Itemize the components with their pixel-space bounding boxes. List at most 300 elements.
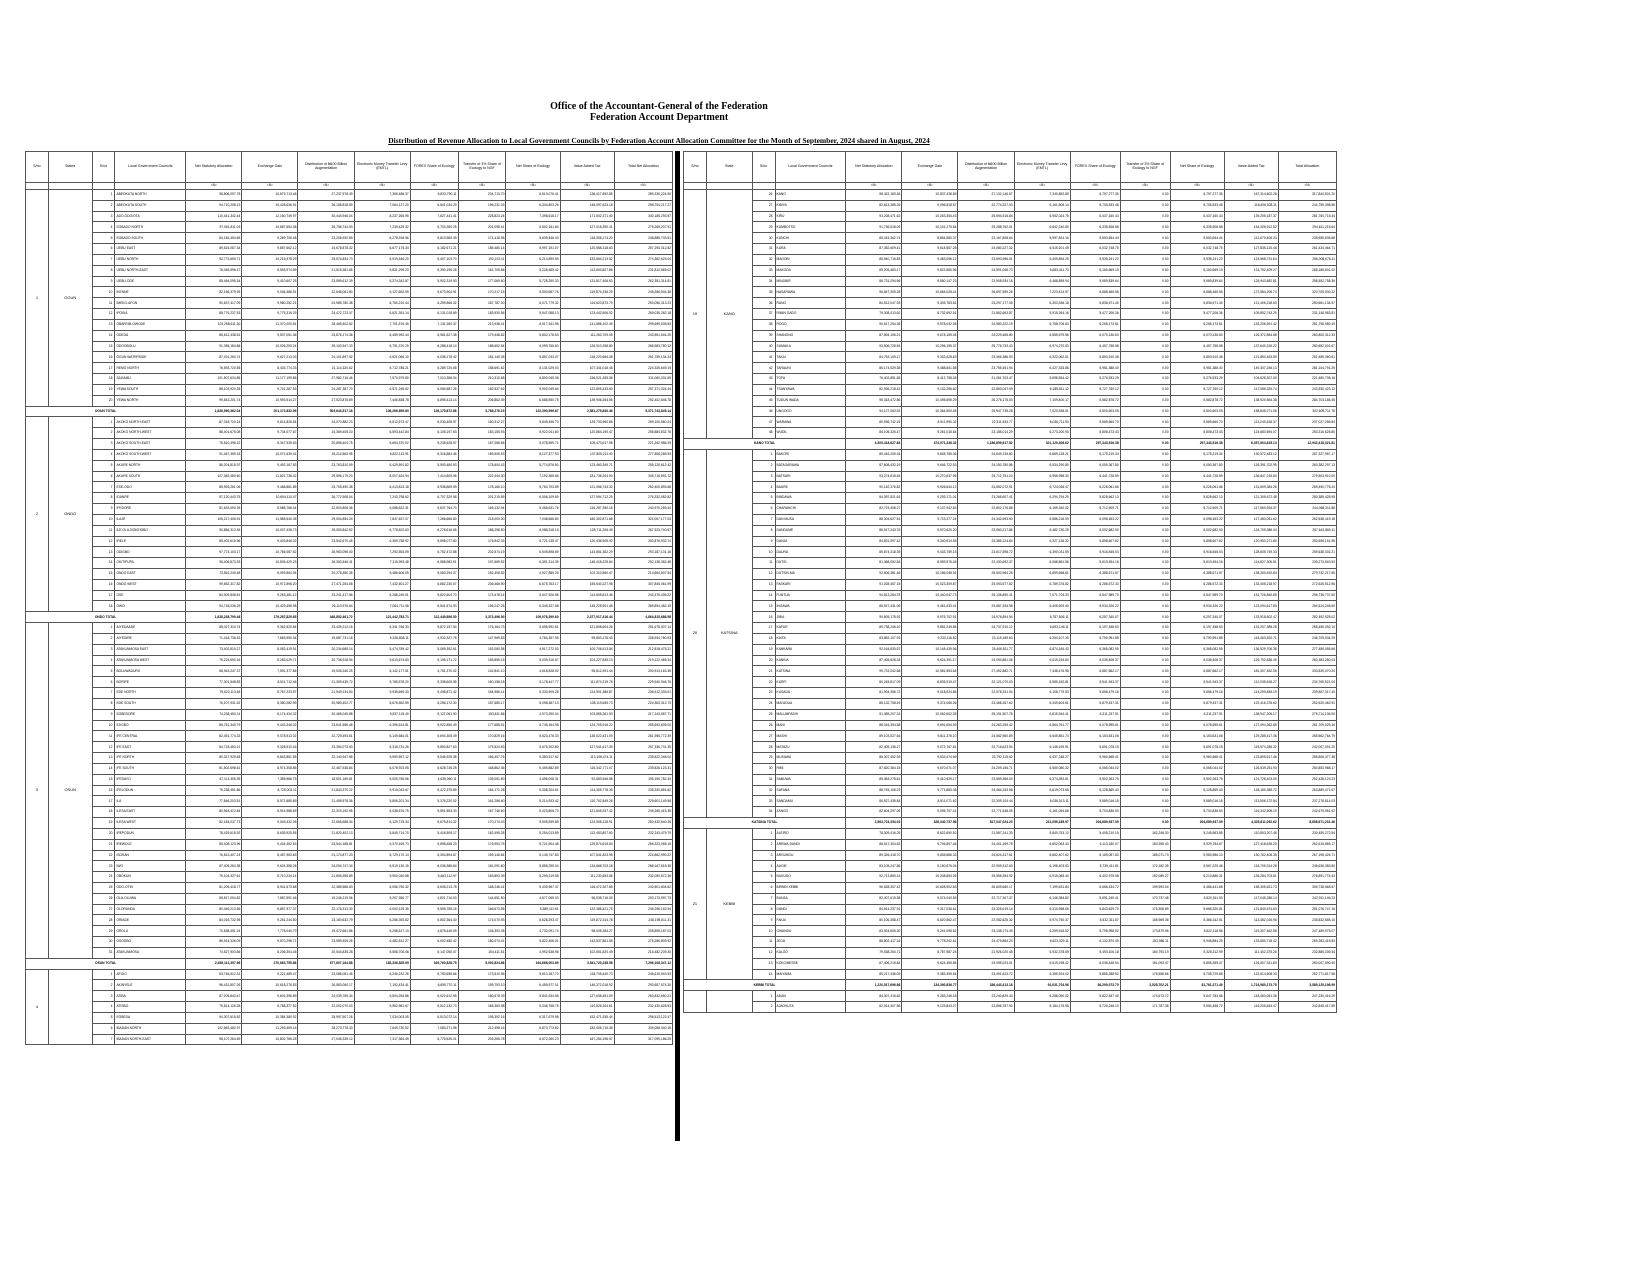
amount-cell: 5,990,557.12 [354, 753, 410, 764]
amount-cell: 22,655,688.34 [298, 818, 354, 829]
amount-cell: 260,383,280.03 [1278, 655, 1336, 666]
amount-cell: 81,368,052.84 [846, 558, 902, 569]
lgc-name: KANO [775, 190, 846, 201]
lgc-name: REMO NORTH [115, 363, 186, 374]
amount-cell: 204,713.70 [458, 190, 506, 201]
amount-cell: 6,257,340.07 [1070, 612, 1120, 623]
lgc-serial: 25 [752, 709, 775, 720]
amount-cell: 255,125,612.42 [614, 460, 672, 471]
total-amount-cell: 179,287,825.65 [242, 612, 298, 623]
lgc-serial: 19 [92, 384, 115, 395]
amount-cell: 10,440,047.73 [902, 590, 958, 601]
lgc-serial: 36 [752, 298, 775, 309]
amount-cell: 82,604,297.06 [846, 807, 902, 818]
amount-cell: 8,082,419.51 [242, 644, 298, 655]
amount-cell: 7,687,591.46 [242, 893, 298, 904]
amount-cell: 9,433,759.15 [902, 547, 958, 558]
amount-cell: 7,570,979.80 [354, 374, 410, 385]
amount-cell: 127,941,617.39 [560, 742, 614, 753]
amount-cell: 5,505,539.89 [506, 818, 560, 829]
lgc-serial: 5 [752, 493, 775, 504]
amount-cell: 7,010,356.04 [410, 374, 458, 385]
state-serial: 1 [26, 190, 49, 407]
amount-cell: 6,797,277.35 [1170, 190, 1224, 201]
amount-cell: 6,662,407.62 [1014, 850, 1070, 861]
table-row [26, 233, 673, 244]
amount-cell: 158,645,271.06 [1224, 406, 1278, 417]
amount-cell: 25,558,354.92 [958, 872, 1014, 883]
table-row [26, 763, 673, 774]
amount-cell: 118,306,174.20 [560, 233, 614, 244]
amount-cell: 280,652,001.67 [1278, 341, 1336, 352]
amount-cell: 5,503,687.76 [506, 287, 560, 298]
amount-cell: 8,941,573.68 [242, 883, 298, 894]
amount-cell: 164,793.19 [1120, 947, 1170, 958]
lgc-serial: 10 [752, 926, 775, 937]
amount-cell: 79,104,327.61 [186, 872, 242, 883]
amount-cell: 5,902,263.75 [1070, 774, 1120, 785]
amount-cell: 268,167,518.35 [614, 861, 672, 872]
amount-cell: 6,210,886.31 [1170, 872, 1224, 883]
amount-cell: 6,088,622.31 [354, 504, 410, 515]
total-amount-cell: 677,607,164.88 [298, 958, 354, 969]
state-serial: 4 [26, 969, 49, 1045]
amount-cell: 0.00 [1120, 514, 1170, 525]
amount-cell: 138,260,492.84 [1224, 568, 1278, 579]
lgc-name: AKURE SOUTH [115, 471, 186, 482]
amount-cell: 5,546,925.38 [410, 753, 458, 764]
amount-cell: 6,327,135.32 [1014, 536, 1070, 547]
amount-cell: 9,618,557.28 [902, 244, 958, 255]
amount-cell: 120,558,318.63 [560, 244, 614, 255]
table-row [684, 395, 1337, 406]
lgc-name: KURA [775, 244, 846, 255]
amount-cell: 167,254,196.57 [560, 1034, 614, 1045]
amount-cell: 96,431,807.26 [186, 980, 242, 991]
amount-cell: 10,148,439.56 [902, 644, 958, 655]
table-row [684, 471, 1337, 482]
amount-cell: 92,506,381.46 [846, 568, 902, 579]
amount-cell: 9,678,169.45 [902, 330, 958, 341]
amount-cell: 0.00 [1120, 590, 1170, 601]
amount-cell: 229,601,149.58 [614, 796, 672, 807]
amount-cell: 25,997,507.26 [298, 1012, 354, 1023]
amount-cell: 21,309,439.72 [298, 677, 354, 688]
amount-cell: 78,309,416.25 [846, 828, 902, 839]
lgc-name: KOKO/BESSE [775, 958, 846, 969]
amount-cell: 79,308,413.62 [846, 309, 902, 320]
amount-cell: 157,068.86 [458, 439, 506, 450]
lgc-name: IWO [115, 861, 186, 872]
lgc-name: FAKAI [775, 915, 846, 926]
amount-cell: 162,246.30 [1120, 828, 1170, 839]
amount-cell: 5,245,963.85 [1170, 828, 1224, 839]
amount-cell: 9,383,395.54 [902, 969, 958, 980]
lgc-name: JIBIA [775, 612, 846, 623]
amount-cell: 252,620,462.91 [1278, 698, 1336, 709]
amount-cell: 24,287,387.70 [298, 384, 354, 395]
table-row [26, 514, 673, 525]
lgc-name: EDE SOUTH [115, 698, 186, 709]
lgc-name: UNGOGO [775, 406, 846, 417]
amount-cell: 118,463,520.71 [1224, 633, 1278, 644]
amount-cell: 113,240,618.37 [1224, 417, 1278, 428]
lgc-name: OBOKUN [115, 872, 186, 883]
amount-cell: 23,185,014.29 [958, 428, 1014, 439]
amount-cell: 5,938,659.33 [354, 688, 410, 699]
amount-cell: 23,705,490.38 [298, 482, 354, 493]
amount-cell: 5,951,388.40 [1170, 363, 1224, 374]
amount-cell: 168,862.36 [458, 763, 506, 774]
amount-cell: 181,093.47 [1120, 958, 1170, 969]
amount-cell: 5,268,617.13 [354, 926, 410, 937]
amount-cell: 240,970,269.44 [614, 504, 672, 515]
amount-cell: 235,822,348.04 [614, 753, 672, 764]
amount-cell: 24,070,882.23 [298, 417, 354, 428]
amount-cell: 5,989,839.64 [1170, 276, 1224, 287]
amount-cell: 5,304,894.67 [410, 850, 458, 861]
column-header: S/no [26, 152, 49, 183]
lgc-name: ATAKUNMOSA EAST [115, 644, 186, 655]
amount-cell: 88,802,417.16 [846, 937, 902, 948]
amount-cell: 246,709,034.29 [1278, 633, 1336, 644]
amount-cell: 6,502,181.84 [506, 222, 560, 233]
amount-cell: 5,997,191.07 [506, 244, 560, 255]
lgc-name: AJAOKUTA [775, 1002, 846, 1013]
amount-cell: 170,737.48 [1120, 893, 1170, 904]
lgc-name: EDE NORTH [115, 688, 186, 699]
amount-cell: 103,855,261.93 [560, 709, 614, 720]
amount-cell: 255,693,839.00 [614, 720, 672, 731]
amount-cell: 88,401,675.08 [186, 428, 242, 439]
amount-cell: 196,231.03 [458, 200, 506, 211]
column-header: S/no [92, 152, 115, 183]
lgc-name: BIRNIN KEBBI [775, 883, 846, 894]
amount-cell: 9,333,428.63 [902, 352, 958, 363]
amount-cell: 121,840,574.63 [1224, 904, 1278, 915]
amount-cell: 251,675,407.14 [614, 623, 672, 634]
unit-row [684, 183, 1337, 190]
column-header: Distribution of ₦100 Billion Augmentation [958, 152, 1014, 183]
amount-cell: 7,389,986.75 [242, 774, 298, 785]
amount-cell: 4,932,327.78 [410, 633, 458, 644]
lgc-serial: 1 [92, 417, 115, 428]
amount-cell: 0.00 [1120, 352, 1170, 363]
amount-cell: 5,983,986.10 [1170, 850, 1224, 861]
column-header: Value Added Tax [1224, 152, 1278, 183]
total-amount-cell: 0.00 [1120, 439, 1170, 450]
amount-cell: 5,622,118.56 [1170, 926, 1224, 937]
amount-cell: 261,955,772.39 [614, 731, 672, 742]
amount-cell: 5,850,827.63 [410, 742, 458, 753]
amount-cell: 9,283,481.12 [242, 590, 298, 601]
amount-cell: 5,960,568.41 [1070, 753, 1120, 764]
lgc-name: DAURA [775, 547, 846, 558]
lgc-name: MAI'ADUA [775, 698, 846, 709]
lgc-serial: 17 [92, 590, 115, 601]
amount-cell: 213,938.41 [458, 319, 506, 330]
amount-cell: 6,506,109.69 [506, 493, 560, 504]
amount-cell: 21,620,402.13 [298, 828, 354, 839]
amount-cell: 6,070,136.63 [1170, 330, 1224, 341]
amount-cell: 0.00 [1120, 644, 1170, 655]
amount-cell: 127,094,362.85 [1224, 720, 1278, 731]
amount-cell: 22,771,548.05 [958, 807, 1014, 818]
column-header: Transfer of 3% Share of Ecology to NGF [1120, 152, 1170, 183]
table-row [684, 222, 1337, 233]
amount-cell: 6,703,280.25 [410, 222, 458, 233]
amount-cell: 19,687,731.18 [298, 633, 354, 644]
amount-cell: 253,316,625.80 [1278, 428, 1336, 439]
amount-cell: 265,983,780.12 [614, 341, 672, 352]
amount-cell: 243,930,423.12 [1278, 384, 1336, 395]
lgc-serial: 14 [92, 330, 115, 341]
amount-cell: 85,217,436.09 [846, 969, 902, 980]
lgc-name: ONDO WEST [115, 579, 186, 590]
table-row [26, 893, 673, 904]
table-row [684, 666, 1337, 677]
table-row [684, 319, 1337, 330]
amount-cell: 95,612,491.44 [560, 666, 614, 677]
amount-cell: 176,164.73 [458, 623, 506, 634]
lgc-name: SAGAMU [115, 374, 186, 385]
amount-cell: 192,089.27 [1120, 872, 1170, 883]
amount-cell: 21,862,663.87 [958, 309, 1014, 320]
amount-cell: 4,927,885.25 [506, 568, 560, 579]
amount-cell: 22,311,533.77 [958, 417, 1014, 428]
table-row [26, 384, 673, 395]
lgc-serial: 4 [92, 655, 115, 666]
table-row [684, 493, 1337, 504]
amount-cell: 129,285,417.36 [1224, 731, 1278, 742]
amount-cell: 5,898,458.23 [410, 839, 458, 850]
amount-cell: 10,023,309.87 [902, 579, 958, 590]
amount-cell: 100,706,513.84 [560, 644, 614, 655]
table-row [684, 460, 1337, 471]
amount-cell: 24,985,780.38 [298, 298, 354, 309]
amount-cell: 10,208,894.05 [902, 872, 958, 883]
amount-cell: 6,602,063.43 [1014, 839, 1070, 850]
amount-cell: 83,852,107.93 [846, 633, 902, 644]
amount-cell: 85,027,310.74 [186, 623, 242, 634]
amount-cell: 102,651,820.49 [560, 947, 614, 958]
amount-cell: 239,273,943.93 [1278, 558, 1336, 569]
lgc-name: TAKAI [775, 352, 846, 363]
lgc-serial: 28 [752, 211, 775, 222]
state-name: OSUN [48, 623, 92, 959]
amount-cell: 6,374,282.61 [1014, 774, 1070, 785]
amount-cell: 21,949,134.50 [298, 688, 354, 699]
lgc-name: MAKODA [775, 265, 846, 276]
amount-cell: 259,035,262.18 [614, 309, 672, 320]
amount-cell: 5,857,033.07 [506, 352, 560, 363]
amount-cell: 152,408.82 [458, 568, 506, 579]
amount-cell: 6,078,595.61 [1070, 720, 1120, 731]
amount-cell: 86,307,452.93 [846, 753, 902, 764]
amount-cell: 6,032,748.75 [1070, 244, 1120, 255]
total-amount-cell: 201,172,832.99 [242, 406, 298, 417]
amount-cell: 87,352,609.41 [846, 244, 902, 255]
amount-cell: 8,635,925.55 [242, 828, 298, 839]
page-divider [675, 151, 680, 1141]
amount-cell: 268,185,601.02 [1278, 265, 1336, 276]
amount-cell: 166,407.76 [458, 753, 506, 764]
amount-cell: 5,822,406.01 [506, 937, 560, 948]
amount-cell: 263,889,471.67 [1278, 785, 1336, 796]
amount-cell: 6,459,977.01 [506, 980, 560, 991]
amount-cell: 6,693,146.11 [1014, 623, 1070, 634]
total-amount-cell: 122,390,596.67 [506, 406, 560, 417]
amount-cell: 0.00 [1120, 374, 1170, 385]
lgc-serial: 28 [752, 742, 775, 753]
table-row [684, 449, 1337, 460]
amount-cell: 9,670,071.07 [902, 763, 958, 774]
amount-cell: 23,617,598.72 [958, 547, 1014, 558]
amount-cell: 5,541,943.37 [1170, 677, 1224, 688]
amount-cell: 9,602,396.89 [242, 991, 298, 1002]
amount-cell: 5,537,115.40 [354, 709, 410, 720]
amount-cell: 239,557,317.40 [1278, 688, 1336, 699]
amount-cell: 6,369,758.92 [354, 536, 410, 547]
lgc-name: IRELE [115, 536, 186, 547]
amount-cell: 23,086,081.46 [298, 969, 354, 980]
amount-cell: 23,491,623.72 [958, 969, 1014, 980]
lgc-name: ZANGO [775, 807, 846, 818]
amount-cell: 9,463,096.12 [902, 254, 958, 265]
amount-cell: 5,902,263.75 [1170, 774, 1224, 785]
amount-cell: 82,407,615.38 [846, 893, 902, 904]
unit-cell: =N= [1224, 183, 1278, 190]
amount-cell: 175,524.83 [458, 742, 506, 753]
amount-cell: 269,490,776.24 [1278, 482, 1336, 493]
amount-cell: 267,195,424.71 [1278, 850, 1336, 861]
amount-cell: 5,872,157.54 [410, 623, 458, 634]
lgc-serial: 12 [92, 742, 115, 753]
lgc-name: SUMAILA [775, 341, 846, 352]
amount-cell: 132,664,213.52 [560, 254, 614, 265]
table-row [26, 883, 673, 894]
amount-cell: 24,464,153.56 [958, 785, 1014, 796]
amount-cell: 80,927,435.84 [846, 796, 902, 807]
amount-cell: 7,398,618.17 [506, 211, 560, 222]
amount-cell: 0.00 [1120, 623, 1170, 634]
amount-cell: 5,610,187.70 [506, 969, 560, 980]
amount-cell: 6,349,604.61 [1014, 698, 1070, 709]
amount-cell: 8,174,434.32 [242, 709, 298, 720]
amount-cell: 8,757,987.24 [902, 947, 958, 958]
amount-cell: 118,463,051.36 [1224, 991, 1278, 1002]
total-amount-cell: 134,390,836.77 [902, 980, 958, 991]
amount-cell: 189,506.53 [458, 449, 506, 460]
amount-cell: 21,926,020.45 [958, 947, 1014, 958]
unit-cell: =N= [1120, 183, 1170, 190]
amount-cell: 201,098.41 [458, 222, 506, 233]
lgc-name: SABUWA [775, 774, 846, 785]
lgc-name: ATISBO [115, 1002, 186, 1013]
column-header: S/no [752, 152, 775, 183]
amount-cell: 5,694,305.49 [410, 731, 458, 742]
amount-cell: 0.00 [1120, 417, 1170, 428]
amount-cell: 0.00 [1120, 211, 1170, 222]
amount-cell: 128,160,385.72 [1224, 785, 1278, 796]
amount-cell: 107,341,018.45 [560, 363, 614, 374]
table-row [26, 785, 673, 796]
lgc-name: RIMIN GADO [775, 309, 846, 320]
amount-cell: 80,317,925.48 [186, 753, 242, 764]
table-row [684, 947, 1337, 958]
amount-cell: 112,670,405.33 [1224, 233, 1278, 244]
amount-cell: 9,537,051.36 [242, 330, 298, 341]
amount-cell: 4,821,716.53 [410, 893, 458, 904]
lgc-serial: 8 [752, 525, 775, 536]
amount-cell: 28,273,778.33 [298, 1023, 354, 1034]
amount-cell: 9,624,358.26 [242, 861, 298, 872]
total-amount-cell: 109,076,399.60 [506, 612, 560, 623]
amount-cell: 110,702,549.26 [560, 796, 614, 807]
amount-cell: 161,705.86 [458, 265, 506, 276]
amount-cell: 5,932,378.69 [1014, 947, 1070, 958]
amount-cell: 250,876,932.74 [614, 536, 672, 547]
amount-cell: 9,734,077.67 [242, 428, 298, 439]
amount-cell: 9,570,620.20 [902, 525, 958, 536]
amount-cell: 237,278,814.03 [1278, 796, 1336, 807]
amount-cell: 22,140,947.58 [298, 753, 354, 764]
amount-cell: 77,846,203.51 [186, 796, 242, 807]
amount-cell: 113,108,474.11 [560, 753, 614, 764]
amount-cell: 333,839,070.24 [1278, 666, 1336, 677]
amount-cell: 25,574,834.73 [298, 254, 354, 265]
amount-cell: 5,276,533.29 [1170, 374, 1224, 385]
amount-cell: 6,547,989.70 [1070, 590, 1120, 601]
amount-cell: 137,805,211.40 [560, 449, 614, 460]
amount-cell: 5,468,631.76 [506, 504, 560, 515]
lgc-serial: 1 [752, 449, 775, 460]
amount-cell: 6,257,340.07 [1170, 612, 1224, 623]
amount-cell: 146,353.35 [458, 926, 506, 937]
lgc-name: ILE-OLUJI/OKEIGBO [115, 525, 186, 536]
amount-cell: 6,534,290.80 [1014, 460, 1070, 471]
amount-cell: 11,370,000.81 [242, 319, 298, 330]
amount-cell: 9,404,452.63 [242, 839, 298, 850]
lgc-name: OGUN WATERSIDE [115, 352, 186, 363]
amount-cell: 6,457,758.58 [1170, 341, 1224, 352]
amount-cell: 80,446,213.56 [186, 904, 242, 915]
lgc-serial: 9 [752, 915, 775, 926]
amount-cell: 6,541,034.29 [410, 200, 458, 211]
lgc-serial: 6 [92, 471, 115, 482]
amount-cell: 25,406,811.77 [958, 644, 1014, 655]
amount-cell: 89,524,087.34 [186, 244, 242, 255]
amount-cell: 174,678.14 [458, 590, 506, 601]
amount-cell: 6,441,728.59 [1070, 471, 1120, 482]
lgc-name: IKENNE [115, 287, 186, 298]
amount-cell: 6,688,465.56 [1070, 287, 1120, 298]
total-amount-cell: 326,340,737.56 [902, 818, 958, 829]
lgc-serial: 47 [752, 417, 775, 428]
table-row [26, 915, 673, 926]
amount-cell: 6,002,682.00 [1170, 525, 1224, 536]
amount-cell: 5,795,998.52 [1070, 926, 1120, 937]
amount-cell: 119,307,462.58 [1224, 926, 1278, 937]
amount-cell: 7,317,364.49 [354, 1034, 410, 1045]
amount-cell: 181,736,204.90 [560, 471, 614, 482]
amount-cell: 9,269,706.48 [242, 233, 298, 244]
amount-cell: 242,911,146.23 [1278, 893, 1336, 904]
amount-cell: 6,915,085.40 [1014, 872, 1070, 883]
amount-cell: 5,822,457.40 [1070, 991, 1120, 1002]
state-total-label: KATSINA TOTAL [684, 818, 846, 829]
amount-cell: 86,914,326.09 [186, 937, 242, 948]
